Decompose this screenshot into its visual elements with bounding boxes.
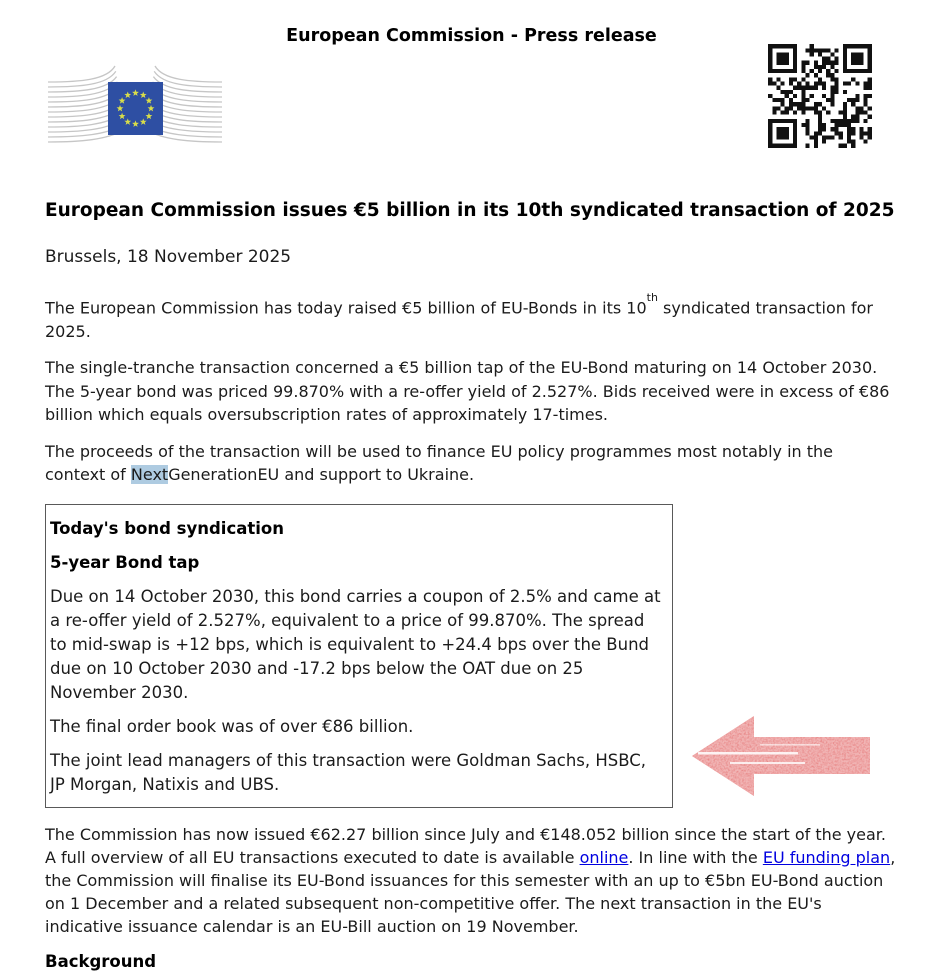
page-title: European Commission issues €5 billion in its 10th syndicated transaction of 2025	[45, 200, 895, 221]
red-arrow-annotation	[690, 710, 872, 802]
bond-syndication-section	[45, 504, 898, 808]
box-paragraph-managers: The joint lead managers of this transaction were Goldman Sachs, HSBC, JP Morgan, Natixis and UBS.	[50, 750, 647, 794]
press-release-banner: European Commission - Press release	[286, 26, 657, 46]
european-commission-logo	[45, 56, 225, 152]
bond-syndication-box	[45, 504, 673, 808]
paragraph-proceeds-pre: The proceeds of the transaction will be used to finance EU policy programmes most notably in the context of	[45, 441, 833, 485]
paragraph-proceeds	[45, 440, 898, 487]
header-logo-row	[45, 56, 898, 160]
box-paragraph-orderbook: The final order book was of over €86 billion.	[50, 716, 414, 736]
eu-funding-plan-link[interactable]: EU funding plan	[762, 847, 891, 867]
paragraph-summary-part2: . In line with the	[628, 847, 763, 867]
paragraph-summary-part1: The Commission has now issued €62.27 billion since July and €148.052 billion since the start of the year. A full overview of all EU transactions executed to date is available	[45, 824, 886, 867]
paragraph-raised-post: syndicated transaction for 2025.	[45, 298, 873, 341]
paragraph-raised	[45, 292, 898, 343]
box-heading: Today's bond syndication	[50, 518, 284, 538]
background-heading: Background	[45, 951, 157, 971]
box-subheading: 5-year Bond tap	[50, 552, 200, 572]
highlighted-text: Next	[130, 465, 169, 485]
qr-code	[764, 40, 876, 152]
paragraph-summary	[45, 823, 898, 938]
ordinal-superscript: th	[646, 291, 658, 304]
paragraph-summary-part3: , the Commission will finalise its EU-Bond issuances for this semester with an up to €5bn EU-Bond auction on 1 December and a related subsequent non-competitive offer. The next transaction in the EU's indicative issuance calendar is an EU-Bill auction on 19 November.	[45, 847, 896, 936]
paragraph-tranche: The single-tranche transaction concerned a €5 billion tap of the EU-Bond maturing on 14 October 2030. The 5-year bond was priced 99.870% with a re-offer yield of 2.527%. Bids received were in excess of €86 billion which equals oversubscription rates of approximately 17-times.	[45, 358, 890, 425]
paragraph-proceeds-post: GenerationEU and support to Ukraine.	[168, 465, 475, 485]
dateline: Brussels, 18 November 2025	[45, 247, 292, 267]
box-paragraph-details: Due on 14 October 2030, this bond carries a coupon of 2.5% and came at a re-offer yield of 2.527%, equivalent to a price of 99.870%. The spread to mid-swap is +12 bps, which is equivalent to +24.4 bps over the Bund due on 10 October 2030 and -17.2 bps below the OAT due on 25 November 2030.	[50, 586, 661, 702]
online-link[interactable]: online	[579, 847, 629, 867]
paragraph-raised-pre: The European Commission has today raised €5 billion of EU-Bonds in its 10	[45, 298, 647, 318]
red-arrow-texture	[690, 710, 872, 802]
